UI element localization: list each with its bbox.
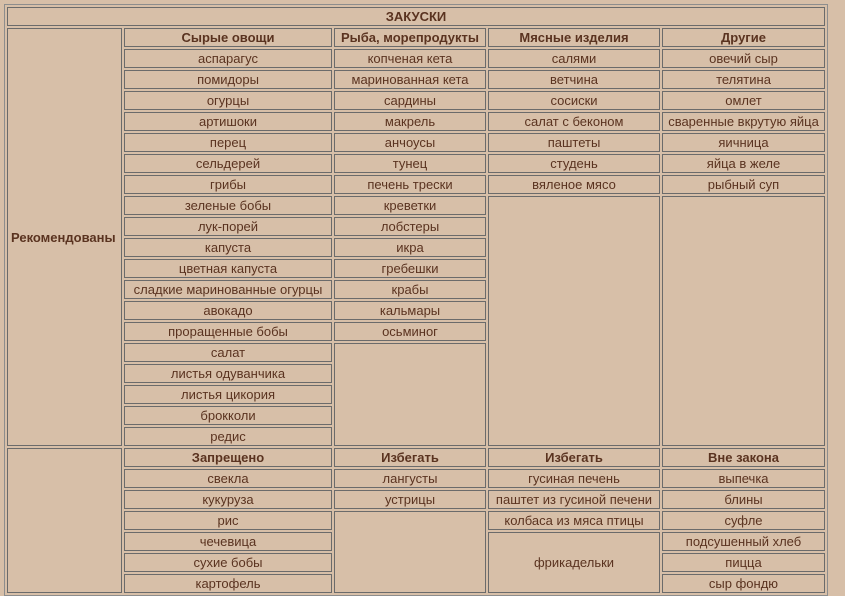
table-cell: артишоки (124, 112, 332, 131)
header-outlawed: Вне закона (662, 448, 825, 467)
table-cell: печень трески (334, 175, 486, 194)
table-cell: выпечка (662, 469, 825, 488)
snacks-table (4, 4, 828, 596)
table-cell: маринованная кета (334, 70, 486, 89)
section-label-recommended: Рекомендованы (7, 28, 122, 446)
table-cell: кукуруза (124, 490, 332, 509)
table-cell: паштеты (488, 133, 660, 152)
table-cell: помидоры (124, 70, 332, 89)
table-cell: листья одуванчика (124, 364, 332, 383)
table-cell: салат (124, 343, 332, 362)
header-raw-vegetables: Сырые овощи (124, 28, 332, 47)
header-forbidden: Запрещено (124, 448, 332, 467)
table-cell: лангусты (334, 469, 486, 488)
table-cell: листья цикория (124, 385, 332, 404)
table-cell: салат с беконом (488, 112, 660, 131)
table-cell: копченая кета (334, 49, 486, 68)
table-cell: перец (124, 133, 332, 152)
table-cell: салями (488, 49, 660, 68)
header-fish-seafood: Рыба, морепродукты (334, 28, 486, 47)
table-cell: авокадо (124, 301, 332, 320)
table-cell: сардины (334, 91, 486, 110)
table-cell: блины (662, 490, 825, 509)
table-cell: проращенные бобы (124, 322, 332, 341)
table-cell: брокколи (124, 406, 332, 425)
table-cell: сельдерей (124, 154, 332, 173)
table-cell: крабы (334, 280, 486, 299)
table-cell: кальмары (334, 301, 486, 320)
table-cell: сваренные вкрутую яйца (662, 112, 825, 131)
table-cell: паштет из гусиной печени (488, 490, 660, 509)
table-cell: тунец (334, 154, 486, 173)
table-cell: цветная капуста (124, 259, 332, 278)
table-cell: колбаса из мяса птицы (488, 511, 660, 530)
table-cell: креветки (334, 196, 486, 215)
empty-cell-other (662, 196, 825, 446)
table-cell: устрицы (334, 490, 486, 509)
empty-cell-meat (488, 196, 660, 446)
table-cell: суфле (662, 511, 825, 530)
header-meat-products: Мясные изделия (488, 28, 660, 47)
header-avoid: Избегать (334, 448, 486, 467)
table-cell: студень (488, 154, 660, 173)
table-cell: ветчина (488, 70, 660, 89)
table-cell: вяленое мясо (488, 175, 660, 194)
table-cell: сухие бобы (124, 553, 332, 572)
table-cell: пицца (662, 553, 825, 572)
table-cell: картофель (124, 574, 332, 593)
table-cell: капуста (124, 238, 332, 257)
table-cell: яичница (662, 133, 825, 152)
table-cell: рис (124, 511, 332, 530)
table-cell: рыбный суп (662, 175, 825, 194)
table-cell: редис (124, 427, 332, 446)
table-cell: гусиная печень (488, 469, 660, 488)
table-cell: огурцы (124, 91, 332, 110)
table-cell: грибы (124, 175, 332, 194)
table-title: ЗАКУСКИ (7, 7, 825, 26)
table-cell: сыр фондю (662, 574, 825, 593)
empty-cell-avoid (334, 511, 486, 593)
table-cell: овечий сыр (662, 49, 825, 68)
table-cell: омлет (662, 91, 825, 110)
table-cell: фрикадельки (488, 532, 660, 593)
table-cell: подсушенный хлеб (662, 532, 825, 551)
table-cell: лобстеры (334, 217, 486, 236)
table-cell: икра (334, 238, 486, 257)
header-other: Другие (662, 28, 825, 47)
table-cell: лук-порей (124, 217, 332, 236)
table-cell: свекла (124, 469, 332, 488)
section-label-forbidden (7, 448, 122, 593)
table-cell: гребешки (334, 259, 486, 278)
header-avoid: Избегать (488, 448, 660, 467)
table-cell: аспарагус (124, 49, 332, 68)
table-cell: сладкие маринованные огурцы (124, 280, 332, 299)
table-cell: осьминог (334, 322, 486, 341)
empty-cell-fish (334, 343, 486, 446)
table-cell: зеленые бобы (124, 196, 332, 215)
table-cell: анчоусы (334, 133, 486, 152)
table-cell: макрель (334, 112, 486, 131)
table-cell: сосиски (488, 91, 660, 110)
table-cell: чечевица (124, 532, 332, 551)
table-cell: яйца в желе (662, 154, 825, 173)
table-cell: телятина (662, 70, 825, 89)
